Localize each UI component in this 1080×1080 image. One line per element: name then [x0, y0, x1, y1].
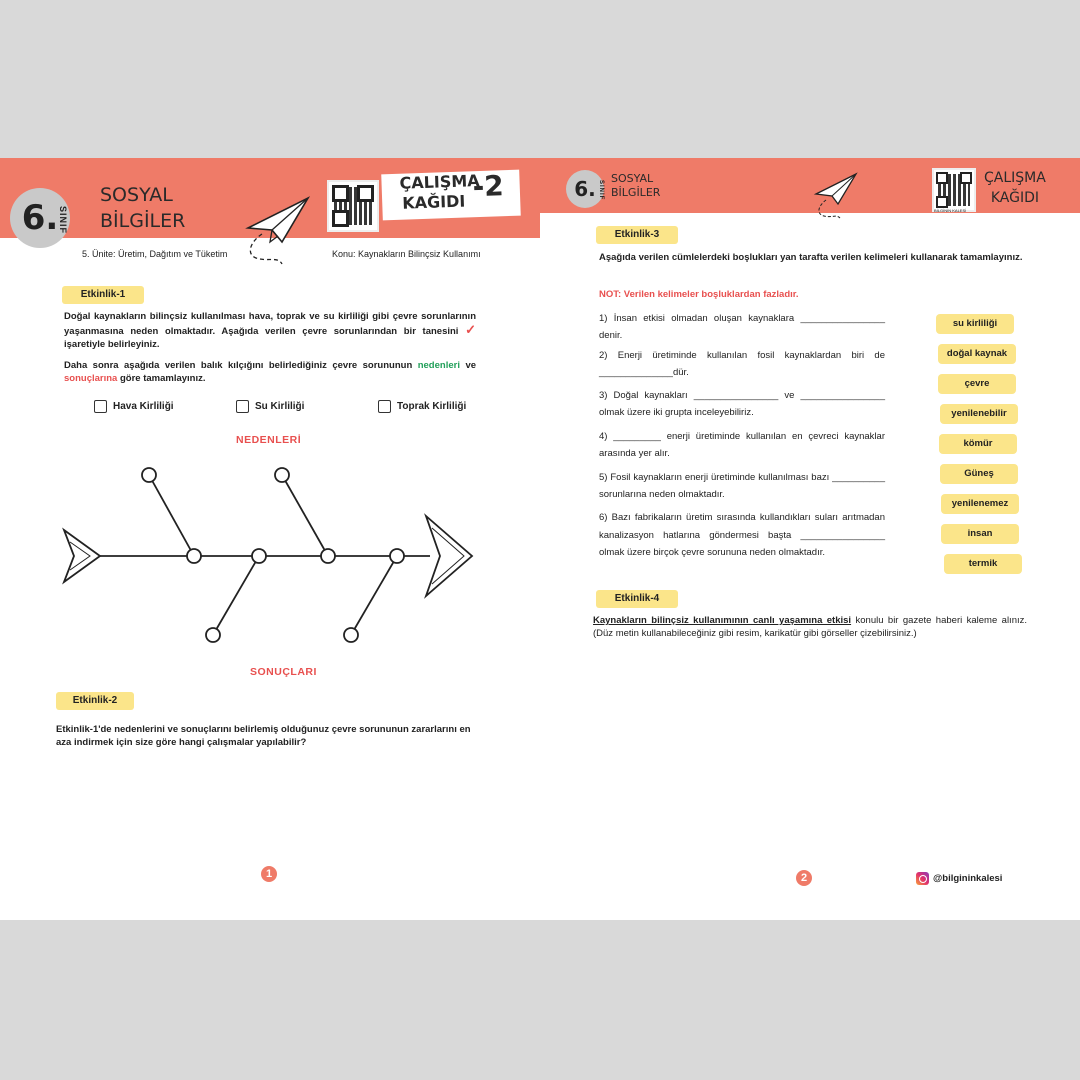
checkbox-icon[interactable]: [236, 400, 249, 413]
etkinlik-1-p2-ve: ve: [465, 360, 477, 371]
paper-plane-icon: [812, 170, 862, 220]
etkinlik-2-label: Etkinlik-2: [56, 692, 134, 710]
option-label: Su Kirliliği: [255, 401, 305, 412]
etkinlik-1-p2-tail: göre tamamlayınız.: [119, 373, 206, 384]
checkbox-icon[interactable]: [94, 400, 107, 413]
nedenleri-heading: NEDENLERİ: [236, 434, 302, 446]
instagram-credit[interactable]: [916, 872, 1002, 885]
word-option[interactable]: yenilenebilir: [940, 404, 1018, 424]
etkinlik-3-intro: Aşağıda verilen cümlelerdeki boşlukları yan tarafta verilen kelimeleri kullanarak tamamlayınız.: [599, 252, 1023, 263]
grade-badge: [566, 170, 604, 208]
subject-title-line1: SOSYAL: [611, 172, 654, 185]
word-option[interactable]: kömür: [939, 434, 1017, 454]
checkbox-icon[interactable]: [378, 400, 391, 413]
qr-code[interactable]: [932, 168, 976, 212]
etkinlik-1-label: Etkinlik-1: [62, 286, 144, 304]
sonuclari-heading: SONUÇLARI: [250, 666, 317, 678]
question-5: 5) Fosil kaynakların enerji üretiminde kullanılması bazı __________ sorunlarına neden olmaktadır.: [599, 472, 885, 500]
grade-number: 6.: [21, 198, 59, 238]
option-label: Hava Kirliliği: [113, 401, 174, 412]
question-6: 6) Bazı fabrikaların üretim sırasında kullandıkları suları arıtmadan kanalizasyon hatlarına göndermesi başta ________________ olmak üzere birçok çevre sorununa neden olmaktadır.: [599, 512, 885, 558]
word-option[interactable]: doğal kaynak: [938, 344, 1016, 364]
worksheet-label-line1: ÇALIŞMA: [984, 170, 1046, 186]
check-mark-icon: ✓: [465, 322, 477, 337]
etkinlik-1-p2-text: Daha sonra aşağıda verilen balık kılçığını belirlediğiniz çevre sorununun: [64, 360, 413, 371]
grade-badge: [10, 188, 70, 248]
page-1: [0, 158, 540, 920]
subject-title-line2: BİLGİLER: [611, 186, 661, 199]
subject-title: [611, 172, 660, 200]
etkinlik-2-text: Etkinlik-1'de nedenlerini ve sonuçlarını belirlemiş olduğunuz çevre sorununun zararlarını en aza indirmek için size göre hangi çalışmalar yapılabilir?: [56, 724, 471, 748]
instagram-handle[interactable]: @bilgininkalesi: [933, 873, 1003, 884]
worksheet-label: [381, 170, 521, 221]
word-option[interactable]: çevre: [938, 374, 1016, 394]
unit-label: 5. Ünite: Üretim, Dağıtım ve Tüketim: [82, 249, 228, 259]
page-number-2: 2: [796, 870, 812, 886]
worksheet-spread: [0, 158, 1080, 920]
etkinlik-4-topic: Kaynakların bilinçsiz kullanımının canlı yaşamına etkisi: [593, 615, 852, 626]
etkinlik-1-p1-tail: işaretiyle belirleyiniz.: [64, 339, 160, 350]
option-label: Toprak Kirliliği: [397, 401, 467, 412]
note-text: NOT: Verilen kelimeler boşluklardan fazladır.: [599, 289, 799, 300]
nedenleri-highlight: nedenleri: [417, 360, 460, 371]
word-option[interactable]: termik: [944, 554, 1022, 574]
etkinlik-4-text: [593, 614, 1027, 640]
subject-title-line2: BİLGİLER: [100, 210, 186, 232]
grade-sinif-label: SINIF: [598, 180, 604, 201]
grade-number: 6.: [574, 177, 596, 201]
etkinlik-1-paragraph-1: [64, 310, 476, 351]
page-2: [540, 158, 1080, 920]
etkinlik-4-instructions: konulu bir gazete haberi kaleme alınız. (Düz metin kullanabileceğiniz gibi resim, karikatür gibi görseller çizebilirsiniz.): [593, 615, 1028, 639]
worksheet-label: [984, 168, 1046, 208]
fishbone-diagram: [60, 458, 480, 658]
etkinlik-4-label: Etkinlik-4: [596, 590, 678, 608]
page-number-1: 1: [261, 866, 277, 882]
question-3: 3) Doğal kaynakları ________________ ve ________________ olmak üzere iki grupta inceleyebiliriz.: [599, 390, 885, 418]
instagram-icon: [916, 872, 929, 885]
sonuclarina-highlight: sonuçlarına: [64, 373, 118, 384]
word-option[interactable]: Güneş: [940, 464, 1018, 484]
grade-sinif-label: SINIF: [58, 206, 68, 235]
etkinlik-1-p1-text: Doğal kaynakların bilinçsiz kullanılması hava, toprak ve su kirliliği gibi çevre sorunlarının yaşanmasına neden olmaktadır. Aşağıda verilen çevre sorunlarından bir tanesini: [64, 311, 476, 337]
question-2: 2) Enerji üretiminde kullanılan fosil kaynaklardan biri de ______________dür.: [599, 350, 885, 378]
word-option[interactable]: su kirliliği: [936, 314, 1014, 334]
worksheet-number: -2: [472, 169, 505, 204]
worksheet-label-line2: KAĞIDI: [401, 191, 466, 213]
option-hava-kirliligi[interactable]: [94, 400, 174, 413]
etkinlik-3-label: Etkinlik-3: [596, 226, 678, 244]
paper-plane-icon: [242, 190, 314, 266]
word-option[interactable]: yenilenemez: [941, 494, 1019, 514]
option-toprak-kirliligi[interactable]: [378, 400, 466, 413]
worksheet-label-line2: KAĞIDI: [990, 190, 1039, 206]
topic-label: Konu: Kaynakların Bilinçsiz Kullanımı: [332, 249, 481, 259]
question-1: 1) İnsan etkisi olmadan oluşan kaynaklara ________________ denir.: [599, 313, 885, 341]
etkinlik-1-paragraph-2: [64, 359, 476, 385]
qr-caption: BİLGİNİN KALESİ: [934, 208, 967, 213]
subject-title: [100, 182, 185, 234]
option-su-kirliligi[interactable]: [236, 400, 304, 413]
question-4: 4) _________ enerji üretiminde kullanılan en çevreci kaynaklar arasında yer alır.: [599, 431, 885, 459]
qr-code[interactable]: [327, 180, 379, 232]
word-option[interactable]: insan: [941, 524, 1019, 544]
subject-title-line1: SOSYAL: [100, 184, 173, 206]
worksheet-label-line1: ÇALIŞMA: [399, 170, 480, 193]
